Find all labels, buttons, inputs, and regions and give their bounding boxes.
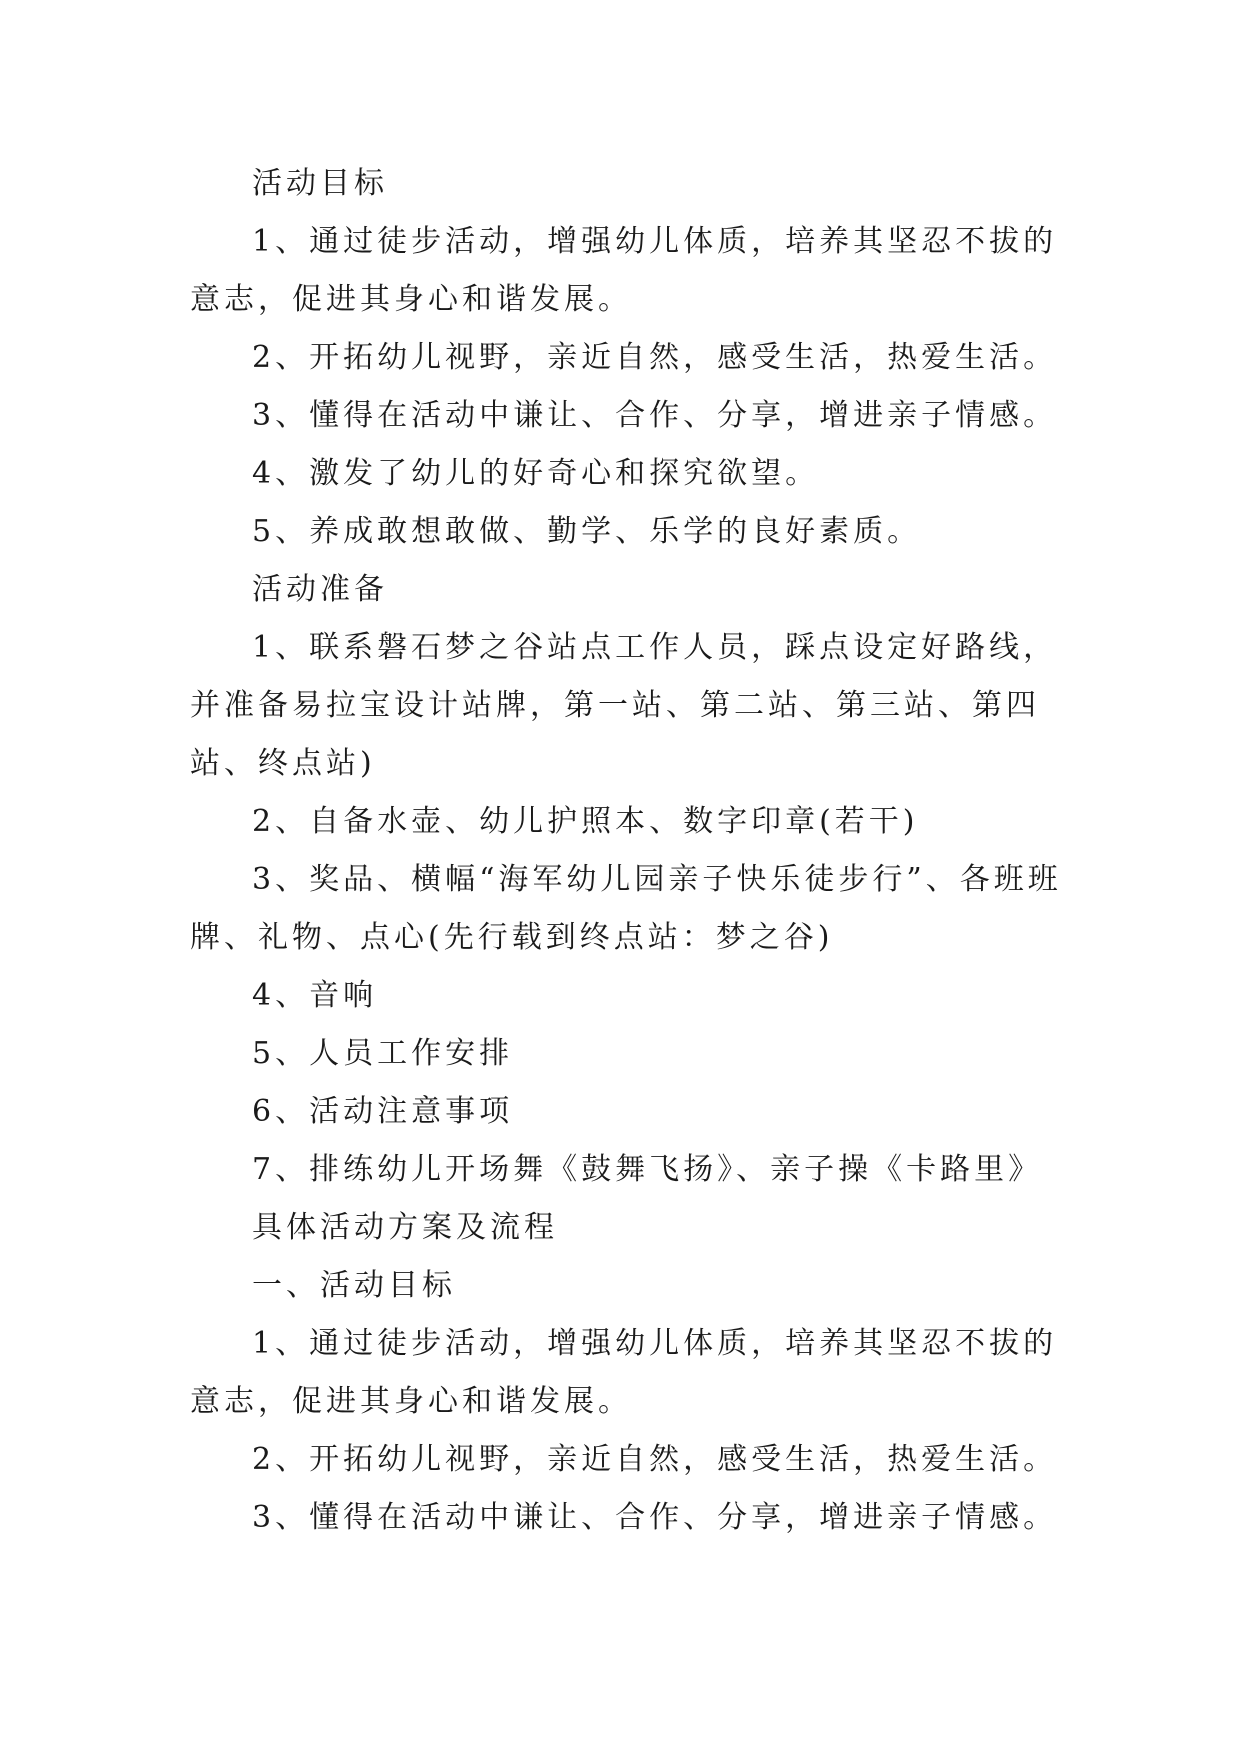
document-body bbox=[190, 155, 1070, 1547]
paragraph: 3、懂得在活动中谦让、合作、分享，增进亲子情感。 bbox=[252, 398, 1058, 433]
paragraph: 1、通过徒步活动，增强幼儿体质，培养其坚忍不拔的意志，促进其身心和谐发展。 bbox=[190, 1326, 1058, 1419]
paragraph: 4、激发了幼儿的好奇心和探究欲望。 bbox=[252, 456, 820, 491]
paragraph: 4、音响 bbox=[252, 978, 378, 1013]
paragraph: 5、人员工作安排 bbox=[252, 1036, 514, 1071]
section-heading: 活动准备 bbox=[252, 572, 388, 607]
paragraph: 2、自备水壶、幼儿护照本、数字印章(若干) bbox=[252, 804, 919, 839]
paragraph: 6、活动注意事项 bbox=[252, 1094, 514, 1129]
paragraph: 1、联系磐石梦之谷站点工作人员，踩点设定好路线，并准备易拉宝设计站牌，第一站、第二站、第三站、第四站、终点站) bbox=[190, 630, 1058, 781]
paragraph: 3、懂得在活动中谦让、合作、分享，增进亲子情感。 bbox=[252, 1500, 1058, 1535]
paragraph: 1、通过徒步活动，增强幼儿体质，培养其坚忍不拔的意志，促进其身心和谐发展。 bbox=[190, 224, 1058, 317]
section-heading: 一、活动目标 bbox=[252, 1268, 456, 1303]
paragraph: 3、奖品、横幅“海军幼儿园亲子快乐徒步行”、各班班牌、礼物、点心(先行载到终点站：梦之谷) bbox=[190, 862, 1062, 955]
paragraph: 2、开拓幼儿视野，亲近自然，感受生活，热爱生活。 bbox=[252, 340, 1058, 375]
section-heading: 活动目标 bbox=[252, 166, 388, 201]
paragraph: 7、排练幼儿开场舞《鼓舞飞扬》、亲子操《卡路里》 bbox=[252, 1152, 1043, 1187]
paragraph: 5、养成敢想敢做、勤学、乐学的良好素质。 bbox=[252, 514, 922, 549]
paragraph: 2、开拓幼儿视野，亲近自然，感受生活，热爱生活。 bbox=[252, 1442, 1058, 1477]
section-heading: 具体活动方案及流程 bbox=[252, 1210, 558, 1245]
